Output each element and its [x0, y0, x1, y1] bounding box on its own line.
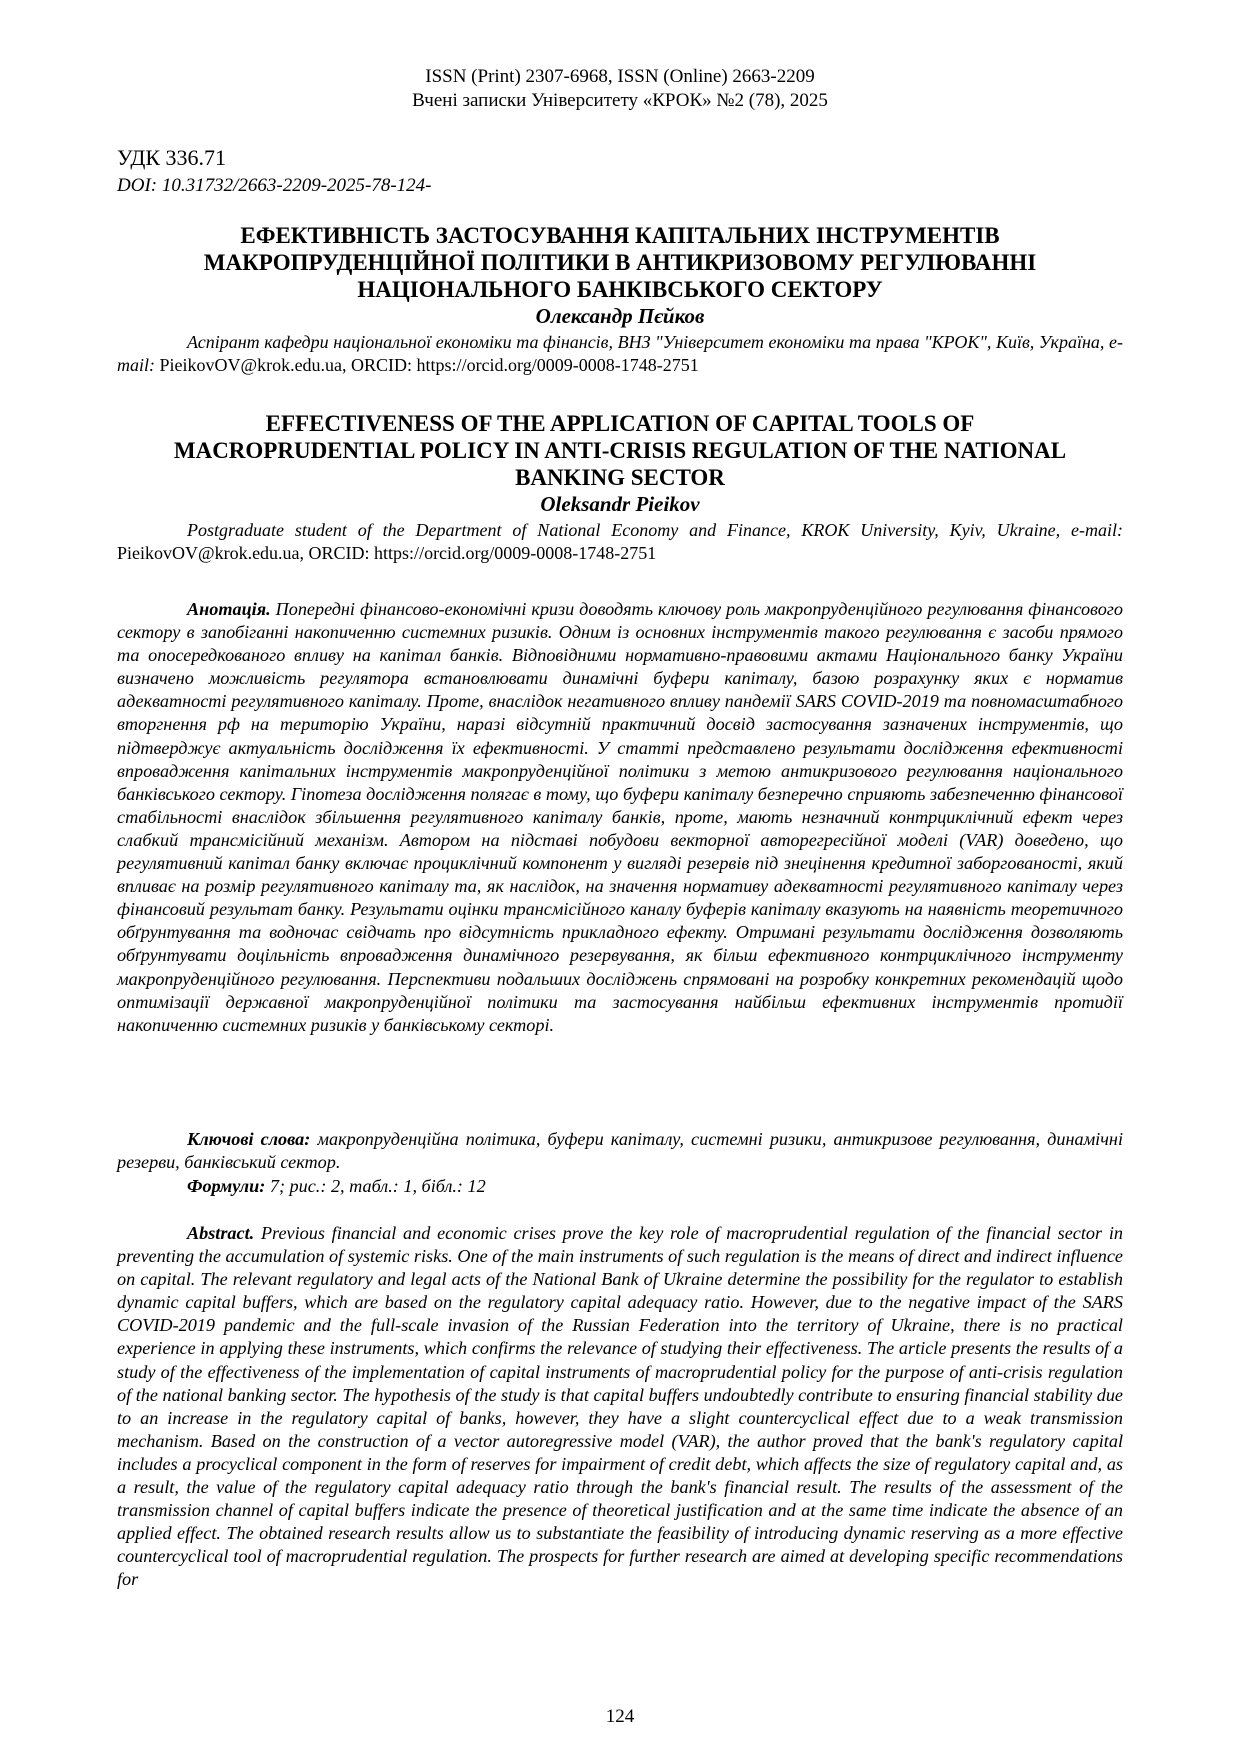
en-affiliation — [117, 519, 1123, 565]
uk-title-line: НАЦІОНАЛЬНОГО БАНКІВСЬКОГО СЕКТОРУ — [357, 277, 883, 302]
formulas-line — [117, 1175, 1123, 1198]
en-affiliation-text: Postgraduate student of the Department of National Economy and Finance, KROK University, Kyiv, Ukraine, e-mail: — [187, 520, 1123, 540]
abstract-label: Abstract. — [187, 1223, 255, 1243]
uk-title-line: ЕФЕКТИВНІСТЬ ЗАСТОСУВАННЯ КАПІТАЛЬНИХ ІНСТРУМЕНТІВ — [240, 223, 1000, 248]
en-title-line: MACROPRUDENTIAL POLICY IN ANTI-CRISIS REGULATION OF THE NATIONAL — [173, 438, 1067, 463]
en-title-line: BANKING SECTOR — [515, 465, 725, 490]
annotation — [117, 598, 1123, 1037]
udk-code: УДК 336.71 — [117, 145, 227, 170]
uk-affiliation-text: Аспірант кафедри національної економіки та фінансів, ВНЗ "Університет економіки та права "КРОК", Київ, Україна, e-mail: — [117, 332, 1123, 375]
formulas-text: 7; рис.: 2, табл.: 1, бібл.: 12 — [265, 1176, 486, 1196]
en-affiliation-contacts: PieikovOV@krok.edu.ua, ORCID: https://orcid.org/0009-0008-1748-2751 — [117, 543, 657, 563]
abstract-text: Previous financial and economic crises prove the key role of macroprudential regulation of the financial sector in preventing the accumulation of systemic risks. One of the main instruments of such regulation is the means of direct and indirect influence on capital. The relevant regulatory and legal acts of the National Bank of Ukraine determine the possibility for the regulator to establish dynamic capital buffers, which are based on the regulatory capital adequacy ratio. However, due to the negative impact of the SARS COVID-2019 pandemic and the full-scale invasion of the Russian Federation into the territory of Ukraine, there is no practical experience in applying these instruments, which confirms the relevance of studying their effectiveness. The article presents the results of a study of the effectiveness of the implementation of capital instruments of macroprudential policy for the purpose of anti-crisis regulation of the national banking sector. The hypothesis of the study is that capital buffers undoubtedly contribute to ensuring financial stability due to an increase in the regulatory capital of banks, however, they have a slight countercyclical effect due to a weak transmission mechanism. Based on the construction of a vector autoregressive model (VAR), the author proved that the bank's regulatory capital includes a procyclical component in the form of reserves for impairment of credit debt, which affects the size of regulatory capital and, as a result, the value of the regulatory capital adequacy ratio through the bank's financial result. The results of the assessment of the transmission channel of capital buffers indicate the presence of theoretical justification and at the same time indicate the absence of an applied effect. The obtained research results allow us to substantiate the feasibility of introducing dynamic reserving as a more effective countercyclical tool of macroprudential regulation. The prospects for further research are aimed at developing specific recommendations for — [117, 1223, 1123, 1590]
en-title — [120, 410, 1120, 491]
journal-line: Вчені записки Університету «КРОК» №2 (78), 2025 — [412, 90, 828, 111]
keywords — [117, 1128, 1123, 1174]
uk-title-line: МАКРОПРУДЕНЦІЙНОЇ ПОЛІТИКИ В АНТИКРИЗОВОМУ РЕГУЛЮВАННІ — [203, 250, 1037, 275]
annotation-label: Анотація. — [187, 599, 271, 619]
doi: DOI: 10.31732/2663-2209-2025-78-124- — [117, 175, 432, 196]
keywords-text: макропруденційна політика, буфери капіталу, системні ризики, антикризове регулювання, динамічні резерви, банківський сектор. — [117, 1129, 1123, 1173]
uk-affiliation-contacts: PieikovOV@krok.edu.ua, ORCID: https://orcid.org/0009-0008-1748-2751 — [155, 355, 699, 375]
abstract — [117, 1222, 1123, 1592]
uk-title — [120, 222, 1120, 303]
en-author: Oleksandr Pieikov — [540, 492, 700, 516]
uk-affiliation — [117, 331, 1123, 377]
issn-line: ISSN (Print) 2307-6968, ISSN (Online) 2663-2209 — [425, 66, 815, 87]
formulas-label: Формули: — [187, 1176, 266, 1196]
en-title-line: EFFECTIVENESS OF THE APPLICATION OF CAPITAL TOOLS OF — [265, 411, 975, 436]
keywords-label: Ключові слова: — [187, 1129, 311, 1149]
uk-author: Олександр Пєйков — [535, 304, 705, 328]
annotation-text: Попередні фінансово-економічні кризи доводять ключову роль макропруденційного регулювання фінансового сектору в запобіганні накопиченню системних ризиків. Одним із основних інструментів такого регулювання є засоби прямого та опосередкованого впливу на капітал банків. Відповідними нормативно-правовими актами Національного банку України визначено можливість регулятора встановлювати динамічні буфери капіталу, базою розрахунку яких є норматив адекватності регулятивного капіталу. Проте, внаслідок негативного впливу пандемії SARS COVID-2019 та повномасштабного вторгнення рф на територію України, наразі відсутній практичний досвід застосування зазначених інструментів, що підтверджує актуальність дослідження їх ефективності. У статті представлено результати дослідження ефективності впровадження капітальних інструментів макропруденційної політики з метою антикризового регулювання національного банківського сектору. Гіпотеза дослідження полягає в тому, що буфери капіталу безперечно сприяють забезпеченню фінансової стабільності внаслідок збільшення регулятивного капіталу банків, проте, мають незначний контрциклічний ефект через слабкий трансмісійний механізм. Автором на підставі побудови векторної авторегресійної моделі (VAR) доведено, що регулятивний капітал банку включає проциклічний компонент у вигляді резервів під знецінення кредитної заборгованості, який впливає на розмір регулятивного капіталу та, як наслідок, на значення нормативу адекватності регулятивного капіталу через фінансовий результат банку. Результати оцінки трансмісійного каналу буферів капіталу вказують на наявність теоретичного обґрунтування та водночас свідчать про відсутність прикладного ефекту. Отримані результати дослідження дозволяють обґрунтувати доцільність впровадження динамічного резервування, як більш ефективного контрциклічного інструменту макропруденційного регулювання. Перспективи подальших досліджень спрямовані на розробку конкретних рекомендацій щодо оптимізації державної макропруденційної політики та застосування найбільш ефективних інструментів протидії накопиченню системних ризиків у банківському секторі. — [117, 599, 1123, 1035]
page-number: 124 — [605, 1706, 635, 1727]
